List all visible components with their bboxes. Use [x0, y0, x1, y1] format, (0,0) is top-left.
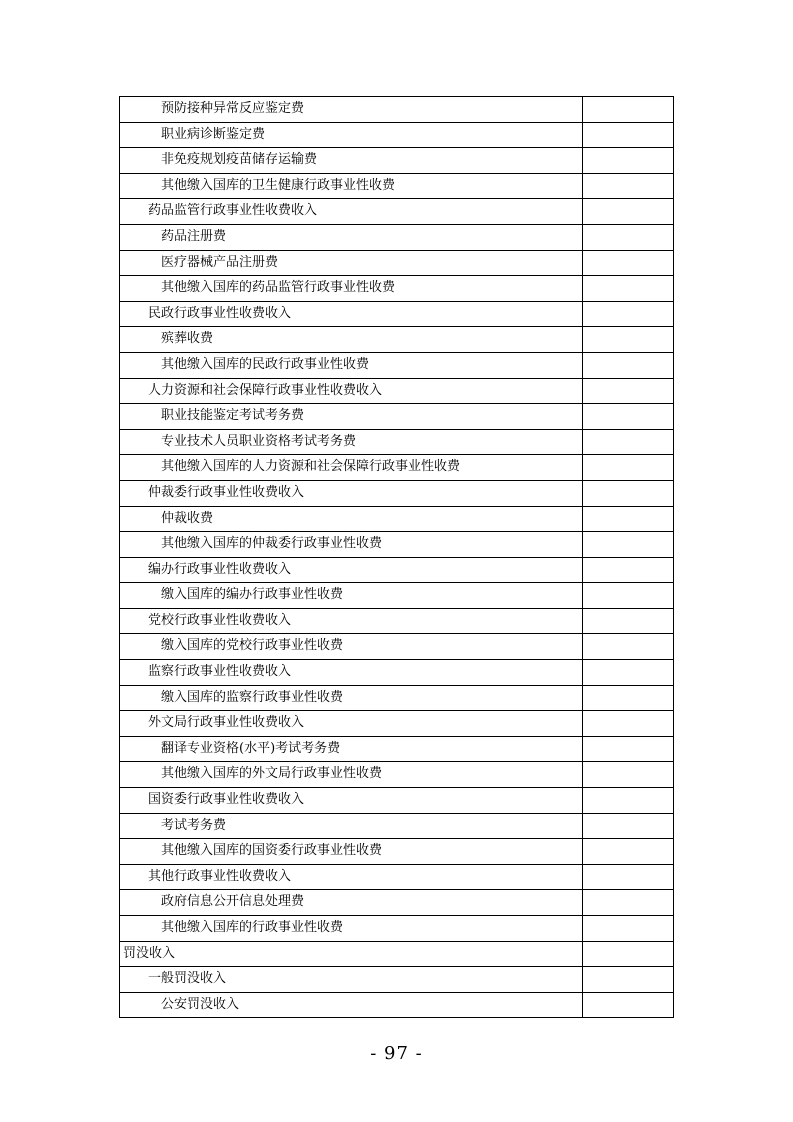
item-name-cell: 监察行政事业性收费收入: [120, 660, 583, 686]
item-name-cell: 仲裁收费: [120, 506, 583, 532]
item-name-cell: 考试考务费: [120, 813, 583, 839]
item-amount-cell: [583, 173, 674, 199]
table-row: [120, 148, 674, 174]
item-amount-cell: [583, 839, 674, 865]
item-name-cell: 缴入国库的编办行政事业性收费: [120, 583, 583, 609]
table-row: [120, 480, 674, 506]
table-row: [120, 992, 674, 1018]
table-row: [120, 608, 674, 634]
item-amount-cell: [583, 916, 674, 942]
item-name-cell: 专业技术人员职业资格考试考务费: [120, 429, 583, 455]
item-amount-cell: [583, 634, 674, 660]
item-amount-cell: [583, 480, 674, 506]
item-name-cell: 人力资源和社会保障行政事业性收费收入: [120, 378, 583, 404]
table-body: [120, 97, 674, 1018]
item-amount-cell: [583, 685, 674, 711]
table-row: [120, 736, 674, 762]
table-row: [120, 762, 674, 788]
table-row: [120, 122, 674, 148]
table-row: [120, 890, 674, 916]
item-name-cell: 公安罚没收入: [120, 992, 583, 1018]
item-amount-cell: [583, 352, 674, 378]
item-name-cell: 非免疫规划疫苗储存运输费: [120, 148, 583, 174]
item-amount-cell: [583, 97, 674, 123]
item-amount-cell: [583, 967, 674, 993]
table-row: [120, 813, 674, 839]
item-amount-cell: [583, 250, 674, 276]
table-row: [120, 967, 674, 993]
table-row: [120, 224, 674, 250]
item-name-cell: 预防接种异常反应鉴定费: [120, 97, 583, 123]
item-amount-cell: [583, 660, 674, 686]
table-row: [120, 788, 674, 814]
table-row: [120, 583, 674, 609]
table-row: [120, 199, 674, 225]
item-name-cell: 其他缴入国库的国资委行政事业性收费: [120, 839, 583, 865]
item-amount-cell: [583, 506, 674, 532]
item-amount-cell: [583, 429, 674, 455]
item-amount-cell: [583, 404, 674, 430]
item-amount-cell: [583, 608, 674, 634]
table-row: [120, 352, 674, 378]
item-name-cell: 药品注册费: [120, 224, 583, 250]
item-amount-cell: [583, 762, 674, 788]
item-name-cell: 其他缴入国库的民政行政事业性收费: [120, 352, 583, 378]
item-name-cell: 缴入国库的监察行政事业性收费: [120, 685, 583, 711]
table-row: [120, 301, 674, 327]
item-name-cell: 罚没收入: [120, 941, 583, 967]
table-row: [120, 660, 674, 686]
page-number: - 97 -: [370, 1043, 423, 1064]
item-amount-cell: [583, 557, 674, 583]
revenue-items-table: [119, 96, 674, 1018]
table-row: [120, 378, 674, 404]
item-name-cell: 其他缴入国库的仲裁委行政事业性收费: [120, 532, 583, 558]
table-row: [120, 276, 674, 302]
item-amount-cell: [583, 583, 674, 609]
item-name-cell: 政府信息公开信息处理费: [120, 890, 583, 916]
item-name-cell: 医疗器械产品注册费: [120, 250, 583, 276]
item-name-cell: 其他缴入国库的行政事业性收费: [120, 916, 583, 942]
item-amount-cell: [583, 788, 674, 814]
table-row: [120, 97, 674, 123]
table-row: [120, 864, 674, 890]
item-amount-cell: [583, 276, 674, 302]
item-amount-cell: [583, 736, 674, 762]
item-amount-cell: [583, 378, 674, 404]
table-row: [120, 429, 674, 455]
item-name-cell: 一般罚没收入: [120, 967, 583, 993]
item-amount-cell: [583, 813, 674, 839]
item-name-cell: 职业病诊断鉴定费: [120, 122, 583, 148]
item-amount-cell: [583, 532, 674, 558]
item-name-cell: 其他缴入国库的卫生健康行政事业性收费: [120, 173, 583, 199]
item-name-cell: 缴入国库的党校行政事业性收费: [120, 634, 583, 660]
table-row: [120, 634, 674, 660]
table-row: [120, 532, 674, 558]
item-amount-cell: [583, 455, 674, 481]
table-row: [120, 173, 674, 199]
item-name-cell: 国资委行政事业性收费收入: [120, 788, 583, 814]
item-amount-cell: [583, 992, 674, 1018]
item-amount-cell: [583, 301, 674, 327]
item-amount-cell: [583, 327, 674, 353]
table-row: [120, 557, 674, 583]
table-row: [120, 711, 674, 737]
item-name-cell: 民政行政事业性收费收入: [120, 301, 583, 327]
table-row: [120, 455, 674, 481]
item-name-cell: 药品监管行政事业性收费收入: [120, 199, 583, 225]
item-name-cell: 殡葬收费: [120, 327, 583, 353]
item-name-cell: 党校行政事业性收费收入: [120, 608, 583, 634]
table-row: [120, 404, 674, 430]
item-amount-cell: [583, 199, 674, 225]
item-name-cell: 职业技能鉴定考试考务费: [120, 404, 583, 430]
item-name-cell: 翻译专业资格(水平)考试考务费: [120, 736, 583, 762]
table-row: [120, 506, 674, 532]
item-amount-cell: [583, 122, 674, 148]
item-amount-cell: [583, 711, 674, 737]
item-name-cell: 其他缴入国库的外文局行政事业性收费: [120, 762, 583, 788]
item-name-cell: 仲裁委行政事业性收费收入: [120, 480, 583, 506]
table-row: [120, 839, 674, 865]
item-name-cell: 其他行政事业性收费收入: [120, 864, 583, 890]
item-amount-cell: [583, 864, 674, 890]
table-row: [120, 916, 674, 942]
item-name-cell: 其他缴入国库的药品监管行政事业性收费: [120, 276, 583, 302]
item-name-cell: 编办行政事业性收费收入: [120, 557, 583, 583]
table-row: [120, 685, 674, 711]
table-row: [120, 327, 674, 353]
item-amount-cell: [583, 148, 674, 174]
table-row: [120, 250, 674, 276]
item-amount-cell: [583, 890, 674, 916]
item-name-cell: 外文局行政事业性收费收入: [120, 711, 583, 737]
item-amount-cell: [583, 941, 674, 967]
item-name-cell: 其他缴入国库的人力资源和社会保障行政事业性收费: [120, 455, 583, 481]
table-row: [120, 941, 674, 967]
item-amount-cell: [583, 224, 674, 250]
